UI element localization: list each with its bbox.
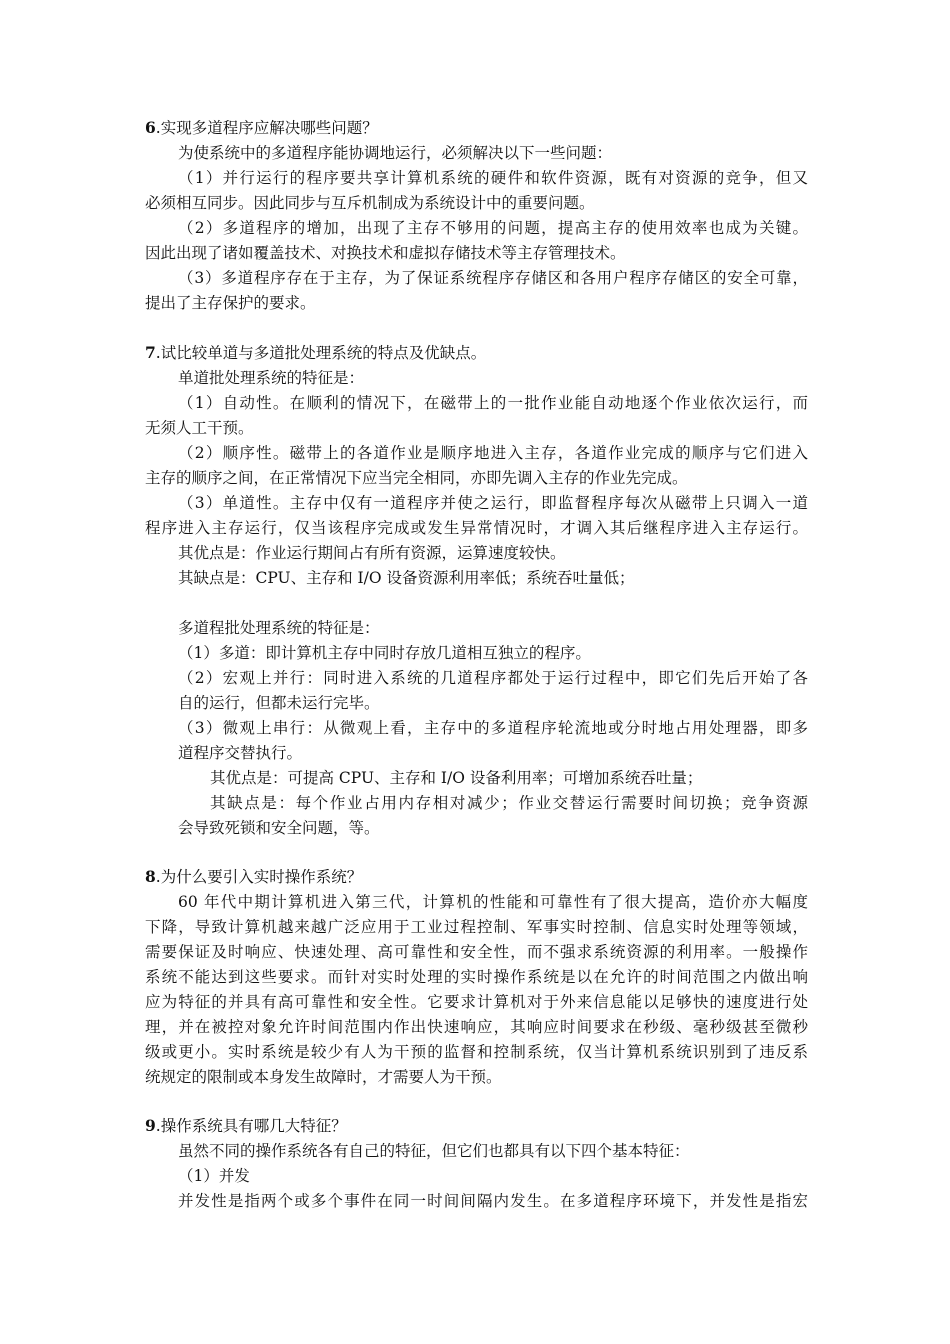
q8-line6: 理，并在被控对象允许时间范围内作出快速响应，其响应时间要求在秒级、毫秒级甚至微秒 [145, 1018, 808, 1036]
q7-multi-item3-line1: （3）微观上串行：从微观上看，主存中的多道程序轮流地或分时地占用处理器，即多 [178, 719, 808, 737]
q6-item2-line2: 因此出现了诸如覆盖技术、对换技术和虚拟存储技术等主存管理技术。 [145, 244, 626, 262]
q7-heading [145, 340, 486, 366]
q6-number: 6 [145, 118, 156, 137]
q7-multi-item1: （1）多道：即计算机主存中同时存放几道相互独立的程序。 [178, 644, 591, 662]
q7-multi-advantages: 其优点是：可提高 CPU、主存和 I/O 设备利用率；可增加系统吞吐量； [210, 769, 703, 787]
q9-heading [145, 1113, 347, 1139]
q9-intro: 虽然不同的操作系统各有自己的特征，但它们也都具有以下四个基本特征： [178, 1142, 690, 1160]
q7-single-intro: 单道批处理系统的特征是： [178, 369, 365, 387]
q7-multi-item2-line2: 自的运行，但都未运行完毕。 [178, 694, 380, 712]
q7-single-item3-line2: 程序进入主存运行，仅当该程序完成或发生异常情况时，才调入其后继程序进入主存运行。 [145, 519, 808, 537]
q9-item1-line1: 并发性是指两个或多个事件在同一时间间隔内发生。在多道程序环境下，并发性是指宏 [178, 1192, 808, 1210]
q8-line5: 应为特征的并具有高可靠性和安全性。它要求计算机对于外来信息能以足够快的速度进行处 [145, 993, 808, 1011]
q8-line8: 统规定的限制或本身发生故障时，才需要人为干预。 [145, 1068, 502, 1086]
q7-single-advantages: 其优点是：作业运行期间占有所有资源，运算速度较快。 [178, 544, 566, 562]
q6-item3-line1: （3）多道程序存在于主存，为了保证系统程序存储区和各用户程序存储区的安全可靠， [178, 269, 808, 287]
q6-item1-line2: 必须相互同步。因此同步与互斥机制成为系统设计中的重要问题。 [145, 194, 595, 212]
q6-intro: 为使系统中的多道程序能协调地运行，必须解决以下一些问题： [178, 144, 613, 162]
q7-single-item1-line2: 无须人工干预。 [145, 419, 254, 437]
q9-title: .操作系统具有哪几大特征？ [155, 1117, 347, 1135]
q8-number: 8 [145, 867, 156, 886]
q9-item1-heading: （1）并发 [178, 1167, 250, 1185]
q6-item2-line1: （2）多道程序的增加，出现了主存不够用的问题，提高主存的使用效率也成为关键。 [178, 219, 808, 237]
q7-multi-item3-line2: 道程序交替执行。 [178, 744, 303, 762]
q7-single-disadvantages: 其缺点是：CPU、主存和 I/O 设备资源利用率低；系统吞吐量低； [178, 569, 635, 587]
q6-heading [145, 115, 378, 141]
q8-line3: 需要保证及时响应、快速处理、高可靠性和安全性，而不强求系统资源的利用率。一般操作 [145, 943, 808, 961]
q8-line7: 级或更小。实时系统是较少有人为干预的监督和控制系统，仅当计算机系统识别到了违反系 [145, 1043, 808, 1061]
q7-single-item2-line2: 主存的顺序之间，在正常情况下应当完全相同，亦即先调入主存的作业先完成。 [145, 469, 688, 487]
q7-title: .试比较单道与多道批处理系统的特点及优缺点。 [155, 344, 487, 362]
q7-multi-disadvantages-line1: 其缺点是：每个作业占用内存相对减少；作业交替运行需要时间切换；竞争资源 [210, 794, 808, 812]
q8-line1: 60 年代中期计算机进入第三代，计算机的性能和可靠性有了很大提高，造价亦大幅度 [178, 893, 808, 911]
q7-single-item1-line1: （1）自动性。在顺利的情况下，在磁带上的一批作业能自动地逐个作业依次运行，而 [178, 394, 808, 412]
q6-item3-line2: 提出了主存保护的要求。 [145, 294, 316, 312]
q6-title: .实现多道程序应解决哪些问题？ [155, 119, 378, 137]
q7-single-item2-line1: （2）顺序性。磁带上的各道作业是顺序地进入主存，各道作业完成的顺序与它们进入 [178, 444, 808, 462]
q8-heading [145, 864, 362, 890]
q7-multi-item2-line1: （2）宏观上并行：同时进入系统的几道程序都处于运行过程中，即它们先后开始了各 [178, 669, 808, 687]
q7-multi-disadvantages-line2: 会导致死锁和安全问题，等。 [178, 819, 380, 837]
q8-line4: 系统不能达到这些要求。而针对实时处理的实时操作系统是以在允许的时间范围之内做出响 [145, 968, 808, 986]
q8-line2: 下降，导致计算机越来越广泛应用于工业过程控制、军事实时控制、信息实时处理等领域， [145, 918, 808, 936]
q7-single-item3-line1: （3）单道性。主存中仅有一道程序并使之运行，即监督程序每次从磁带上只调入一道 [178, 494, 808, 512]
q8-title: .为什么要引入实时操作系统？ [155, 868, 363, 886]
q7-number: 7 [145, 343, 156, 362]
q9-number: 9 [145, 1116, 156, 1135]
q6-item1-line1: （1）并行运行的程序要共享计算机系统的硬件和软件资源，既有对资源的竞争，但又 [178, 169, 808, 187]
q7-multi-intro: 多道程批处理系统的特征是： [178, 619, 380, 637]
